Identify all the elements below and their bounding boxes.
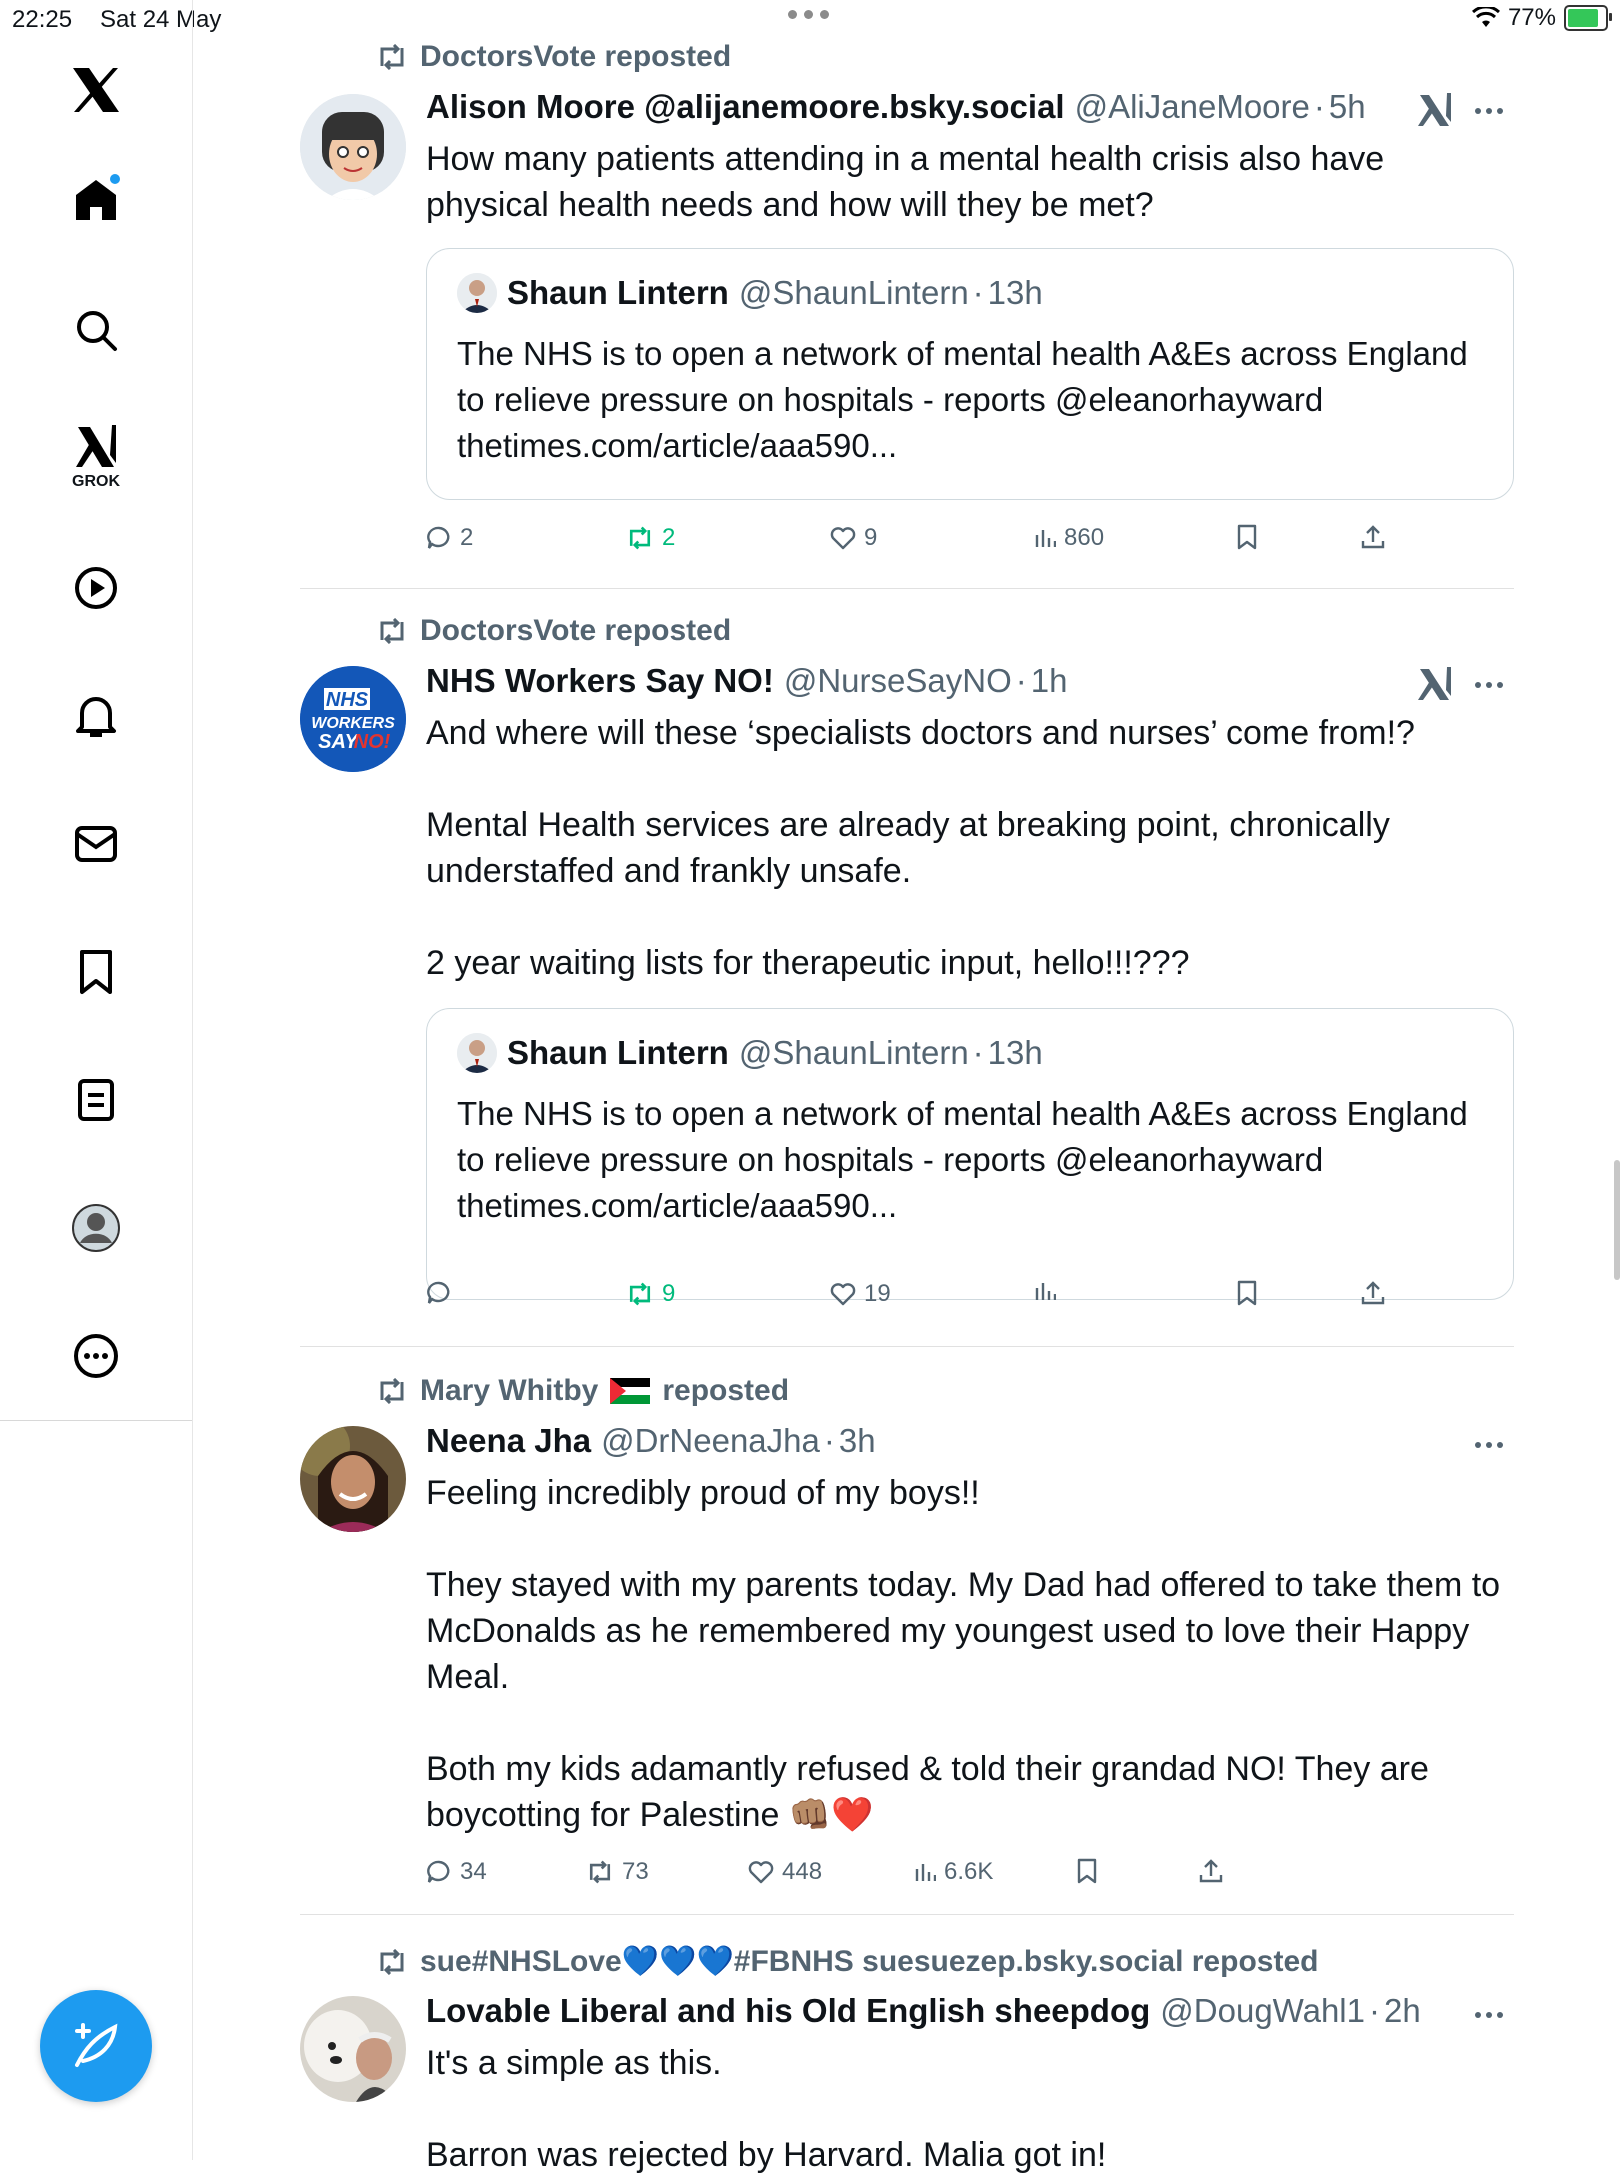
- bookmark-icon: [1236, 524, 1258, 550]
- post-header: [426, 1992, 1421, 2030]
- avatar[interactable]: [300, 94, 406, 200]
- author-name[interactable]: Neena Jha: [426, 1422, 592, 1459]
- wifi-icon: [1472, 7, 1500, 29]
- author-name[interactable]: Lovable Liberal and his Old English sheepdog: [426, 1992, 1151, 2029]
- bookmark-button[interactable]: [1076, 1858, 1098, 1884]
- status-date: Sat 24 May: [100, 6, 222, 33]
- reply-count: 34: [460, 1858, 487, 1885]
- post-actions: [426, 524, 1426, 564]
- repost-count: 73: [622, 1858, 649, 1885]
- separator-dot: ·: [972, 274, 984, 311]
- views-icon: [914, 1861, 936, 1883]
- grok-icon[interactable]: [56, 415, 136, 495]
- repost-indicator: [376, 1944, 1318, 1979]
- post-time[interactable]: 5h: [1328, 88, 1366, 125]
- svg-text:SAY: SAY: [318, 731, 358, 753]
- repost-icon: [376, 44, 408, 70]
- repost-by-text: DoctorsVote reposted: [420, 614, 732, 647]
- share-icon: [1360, 524, 1386, 550]
- quoted-avatar: [457, 1033, 497, 1073]
- share-button[interactable]: [1198, 1858, 1224, 1884]
- repost-icon: [626, 526, 654, 550]
- bookmark-icon: [1076, 1858, 1098, 1884]
- battery-percent: 77%: [1507, 4, 1556, 31]
- quoted-author-handle: @ShaunLintern: [738, 1034, 969, 1071]
- share-icon: [1198, 1858, 1224, 1884]
- svg-text:NO!: NO!: [353, 731, 391, 753]
- repost-indicator: [376, 614, 731, 648]
- repost-by-text: DoctorsVote reposted: [420, 40, 732, 73]
- author-handle[interactable]: @AliJaneMoore: [1074, 88, 1310, 125]
- avatar[interactable]: [300, 1426, 406, 1532]
- post-divider: [300, 588, 1514, 589]
- quoted-header: [457, 1033, 1043, 1073]
- views-icon: [1034, 527, 1056, 549]
- heart-icon: [748, 1860, 774, 1884]
- repost-icon: [626, 1282, 654, 1306]
- search-icon[interactable]: [56, 290, 136, 370]
- sidebar: [0, 0, 193, 2160]
- repost-button[interactable]: [586, 1858, 649, 1886]
- views-button[interactable]: [1034, 1280, 1064, 1302]
- views-button[interactable]: [1034, 524, 1104, 552]
- separator-dot: ·: [1368, 1992, 1380, 2029]
- quoted-time: 13h: [987, 274, 1043, 311]
- compose-feather-icon: [69, 2019, 123, 2073]
- repost-suffix-text: reposted: [662, 1374, 790, 1407]
- quoted-text: The NHS is to open a network of mental health A&Es across England to relieve pressure on hospitals - reports @eleanorhayward thetimes.com/article/aaa590...: [457, 1095, 1477, 1224]
- like-button[interactable]: [748, 1858, 822, 1886]
- post-more-icon[interactable]: [1464, 670, 1514, 700]
- avatar[interactable]: [300, 666, 406, 772]
- repost-icon: [376, 1949, 408, 1975]
- repost-indicator: [376, 40, 731, 74]
- battery-icon: [1564, 5, 1608, 31]
- post-more-icon[interactable]: [1464, 1430, 1514, 1460]
- bookmark-icon: [1236, 1280, 1258, 1306]
- heart-icon: [830, 526, 856, 550]
- post-actions: [426, 1858, 1426, 1898]
- post-header: [426, 88, 1366, 126]
- repost-by-text: sue#NHSLove💙💙💙#FBNHS suesuezep.bsky.social reposted: [420, 1945, 1319, 1978]
- more-options-icon[interactable]: [56, 1316, 136, 1396]
- share-icon: [1360, 1280, 1386, 1306]
- compose-post-button[interactable]: [40, 1990, 152, 2102]
- post-text: It's a simple as this. Barron was rejected by Harvard. Malia got in!: [426, 2044, 1107, 2174]
- palestine-flag-icon: [610, 1378, 650, 1404]
- post-actions: [426, 1280, 1426, 1320]
- repost-indicator: [376, 1374, 789, 1408]
- post-time[interactable]: 2h: [1383, 1992, 1421, 2029]
- author-handle[interactable]: @DougWahl1: [1160, 1992, 1365, 2029]
- quoted-text: The NHS is to open a network of mental health A&Es across England to relieve pressure on hospitals - reports @eleanorhayward thetimes.com/article/aaa590...: [457, 335, 1477, 464]
- post-text: How many patients attending in a mental health crisis also have physical health needs and how will they be met?: [426, 140, 1394, 224]
- quoted-header: [457, 273, 1043, 313]
- repost-count: 2: [662, 524, 676, 551]
- repost-count: 9: [662, 1280, 676, 1307]
- reply-button[interactable]: [426, 1858, 487, 1886]
- quoted-author-handle: @ShaunLintern: [738, 274, 969, 311]
- grok-explain-icon[interactable]: [1416, 92, 1454, 128]
- post-more-icon[interactable]: [1464, 96, 1514, 126]
- home-icon[interactable]: [56, 160, 136, 240]
- repost-button[interactable]: [626, 1280, 675, 1308]
- status-bar: [0, 0, 1620, 40]
- repost-icon: [376, 1378, 408, 1404]
- post-header: [426, 662, 1067, 700]
- author-name[interactable]: NHS Workers Say NO!: [426, 662, 774, 699]
- video-icon[interactable]: [56, 548, 136, 628]
- reply-button[interactable]: [426, 1280, 460, 1306]
- repost-by-text: Mary Whitby: [420, 1374, 599, 1407]
- scrollbar[interactable]: [1614, 1160, 1620, 1280]
- grok-explain-icon[interactable]: [1416, 666, 1454, 702]
- like-button[interactable]: [830, 524, 877, 552]
- author-handle[interactable]: @NurseSayNO: [783, 662, 1012, 699]
- sidebar-divider: [0, 1420, 192, 1421]
- status-time: 22:25: [12, 6, 73, 33]
- notifications-icon[interactable]: [56, 676, 136, 756]
- post-divider: [300, 1346, 1514, 1347]
- bookmark-button[interactable]: [1236, 524, 1258, 550]
- post-header: [426, 1422, 876, 1460]
- separator-dot: ·: [972, 1034, 984, 1071]
- svg-text:NHS: NHS: [325, 689, 369, 711]
- separator-dot: ·: [823, 1422, 835, 1459]
- heart-icon: [830, 1282, 856, 1306]
- repost-icon: [586, 1860, 614, 1884]
- post-time[interactable]: 1h: [1030, 662, 1068, 699]
- reply-icon: [426, 1859, 452, 1885]
- post-divider: [300, 1914, 1514, 1915]
- post-text: Feeling incredibly proud of my boys!! They stayed with my parents today. My Dad had offered to take them to McDonalds as he remembered my youngest used to love their Happy Meal. Both my kids adamantly refused & told their grandad NO! They are boycotting for Palestine 👊🏽❤️: [426, 1474, 1501, 1834]
- repost-button[interactable]: [626, 524, 675, 552]
- messages-icon[interactable]: [56, 804, 136, 884]
- repost-icon: [376, 618, 408, 644]
- separator-dot: ·: [1313, 88, 1325, 125]
- quoted-author-name: Shaun Lintern: [507, 274, 729, 311]
- quoted-author-name: Shaun Lintern: [507, 1034, 729, 1071]
- view-count: 860: [1064, 524, 1105, 551]
- post-text: And where will these ‘specialists doctors and nurses’ come from!? Mental Health services are already at breaking point, chronically understaffed and frankly unsafe. 2 year waiting lists for therapeutic input, hello!!!???: [426, 714, 1415, 982]
- multitask-dots-icon[interactable]: [788, 10, 829, 19]
- post-more-icon[interactable]: [1464, 2000, 1514, 2030]
- post-time[interactable]: 3h: [838, 1422, 876, 1459]
- view-count: 6.6K: [944, 1858, 994, 1885]
- quoted-time: 13h: [987, 1034, 1043, 1071]
- reply-button[interactable]: [426, 524, 473, 552]
- views-button[interactable]: [914, 1858, 993, 1886]
- quoted-post[interactable]: [426, 248, 1514, 500]
- like-count: 9: [864, 524, 878, 551]
- bookmark-button[interactable]: [1236, 1280, 1258, 1306]
- like-count: 448: [782, 1858, 823, 1885]
- reply-icon: [426, 525, 452, 551]
- bookmarks-icon[interactable]: [56, 932, 136, 1012]
- author-name[interactable]: Alison Moore @alijanemoore.bsky.social: [426, 88, 1065, 125]
- quoted-post[interactable]: [426, 1008, 1514, 1300]
- like-count: 19: [864, 1280, 891, 1307]
- reply-icon: [426, 1280, 452, 1306]
- share-button[interactable]: [1360, 524, 1386, 550]
- separator-dot: ·: [1015, 662, 1027, 699]
- grok-label: GROK: [72, 473, 120, 490]
- quoted-avatar: [457, 273, 497, 313]
- share-button[interactable]: [1360, 1280, 1386, 1306]
- views-icon: [1034, 1280, 1056, 1302]
- unread-dot-icon: [110, 174, 120, 184]
- lists-icon[interactable]: [56, 1060, 136, 1140]
- reply-count: 2: [460, 524, 474, 551]
- profile-icon[interactable]: [56, 1188, 136, 1268]
- avatar[interactable]: [300, 1996, 406, 2102]
- like-button[interactable]: [830, 1280, 891, 1308]
- author-handle[interactable]: @DrNeenaJha: [601, 1422, 820, 1459]
- x-logo-icon[interactable]: [56, 50, 136, 130]
- svg-text:WORKERS: WORKERS: [311, 715, 395, 732]
